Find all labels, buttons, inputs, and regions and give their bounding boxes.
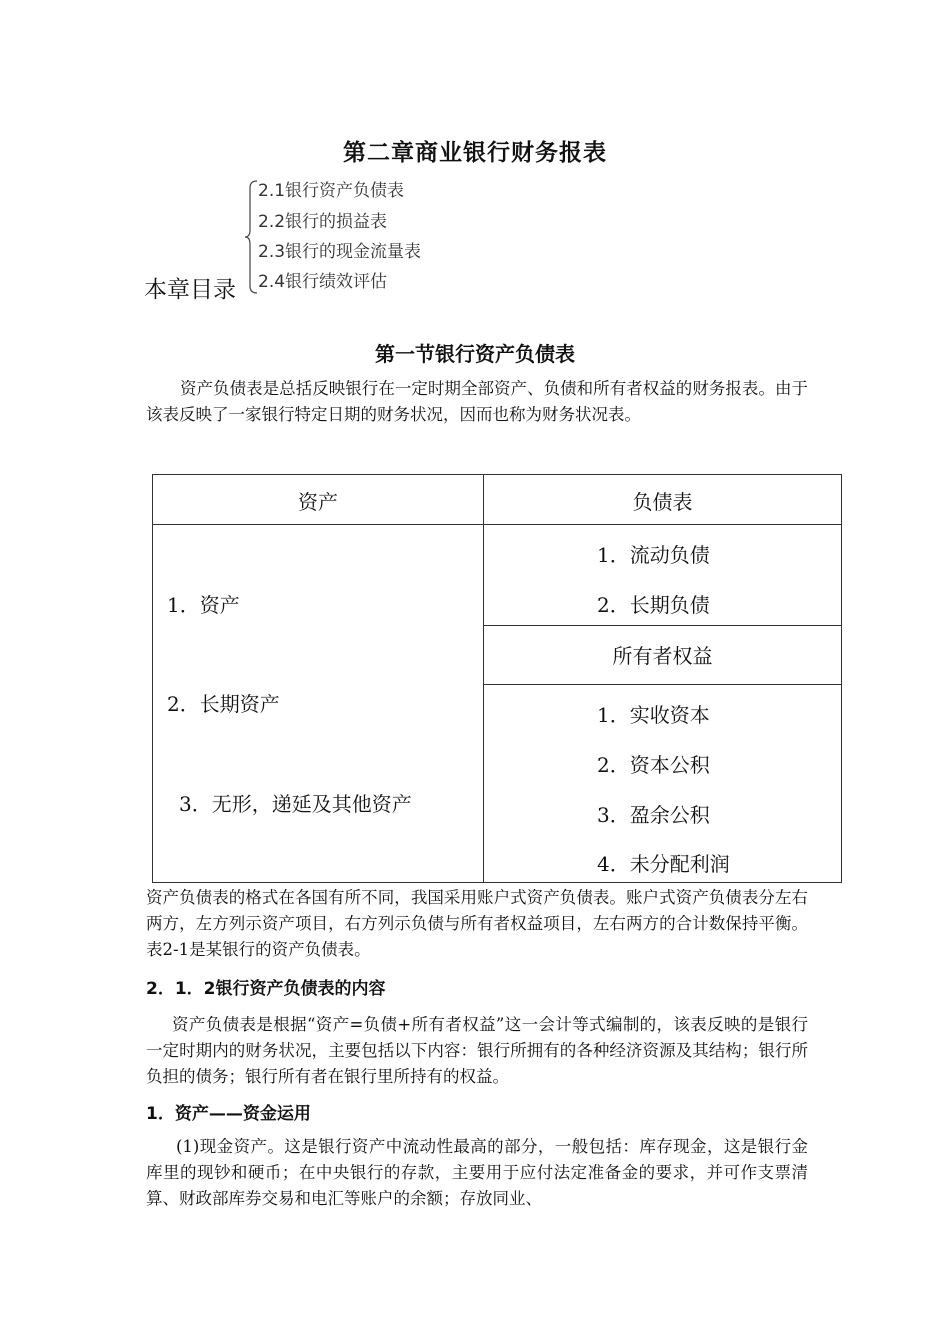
brace-icon <box>244 180 258 294</box>
equity-item: 4．未分配利润 <box>597 852 730 876</box>
asset-item: 2．长期资产 <box>167 692 280 716</box>
equity-header: 所有者权益 <box>612 644 713 668</box>
toc-item-4[interactable]: 2.4银行绩效评估 <box>258 272 388 292</box>
table-header-assets: 资产 <box>298 490 338 514</box>
equity-item: 3．盈余公积 <box>597 803 710 827</box>
section-intro: 资产负债表是总括反映银行在一定时期全部资产、负债和所有者权益的财务报表。由于该表反映了一家银行特定日期的财务状况，因而也称为财务状况表。 <box>146 379 808 424</box>
toc-item-3[interactable]: 2.3银行的现金流量表 <box>258 242 422 262</box>
toc-item-2[interactable]: 2.2银行的损益表 <box>258 212 388 232</box>
asset-item: 1．资产 <box>167 593 240 617</box>
assets-heading: 1．资产——资金运用 <box>146 1104 311 1124</box>
equity-item: 2．资本公积 <box>597 753 710 777</box>
after-table-text: 资产负债表的格式在各国有所不同，我国采用账户式资产负债表。账户式资产负债表分左右两方，左方列示资产项目，右方列示负债与所有者权益项目，左右两方的合计数保持平衡。表2-1是某银行的资产负债表。 <box>146 888 808 959</box>
table-header-liabilities: 负债表 <box>632 490 693 514</box>
equity-item: 1．实收资本 <box>597 703 710 727</box>
liability-item: 1．流动负债 <box>597 543 710 567</box>
section-title: 第一节银行资产负债表 <box>375 342 575 366</box>
assets-text: (1)现金资产。这是银行资产中流动性最高的部分，一般包括：库存现金，这是银行金库里的现钞和硬币；在中央银行的存款，主要用于应付法定准备金的要求，并可作支票清算、财政部库券交易和电汇等账户的余额；存放同业、 <box>146 1137 808 1208</box>
asset-item: 3．无形，递延及其他资产 <box>179 792 412 816</box>
chapter-title: 第二章商业银行财务报表 <box>343 140 607 166</box>
balance-sheet-table <box>152 474 842 883</box>
toc-label: 本章目录 <box>144 277 236 303</box>
toc-item-1[interactable]: 2.1银行资产负债表 <box>258 181 405 201</box>
liability-item: 2．长期负债 <box>597 593 710 617</box>
subsection-text: 资产负债表是根据“资产=负债+所有者权益”这一会计等式编制的，该表反映的是银行一定时期内的财务状况，主要包括以下内容：银行所拥有的各种经济资源及其结构；银行所负担的债务；银行所有者在银行里所持有的权益。 <box>146 1015 808 1086</box>
subsection-heading: 2．1．2银行资产负债表的内容 <box>146 979 386 999</box>
